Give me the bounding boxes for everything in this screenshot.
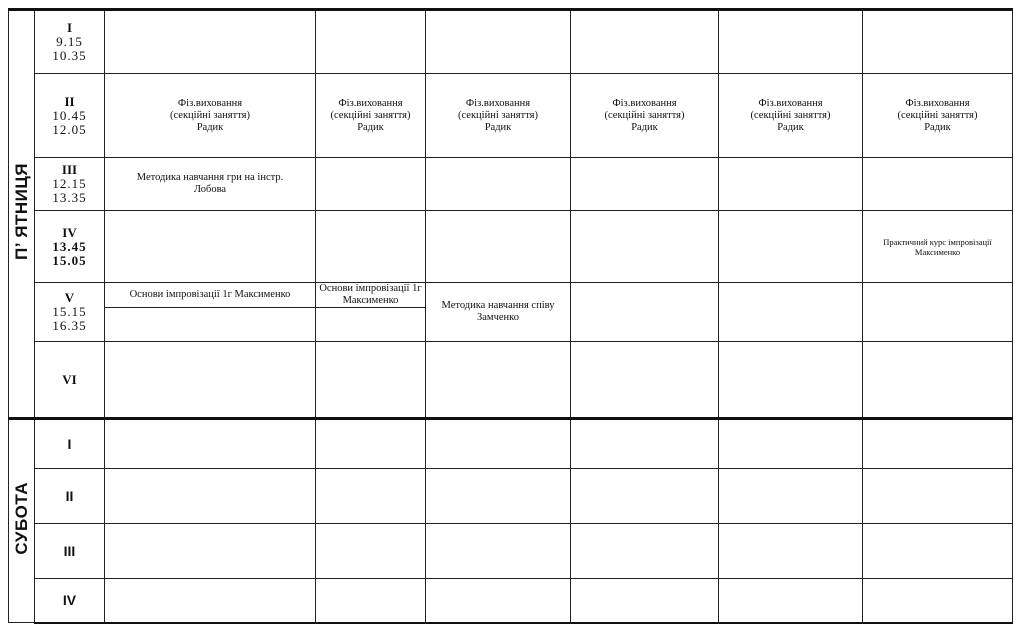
schedule-cell (105, 469, 316, 524)
schedule-cell (426, 211, 571, 283)
schedule-cell (571, 211, 719, 283)
schedule-table (8, 8, 1013, 624)
slot-label: II (35, 469, 105, 524)
schedule-cell (426, 579, 571, 623)
schedule-cell (426, 10, 571, 74)
schedule-cell (863, 10, 1013, 74)
schedule-cell (105, 579, 316, 623)
schedule-cell (863, 283, 1013, 342)
schedule-cell (719, 524, 863, 579)
schedule-cell (571, 524, 719, 579)
friday-row-2 (9, 74, 1013, 158)
schedule-cell: Практичний курс імпровізації Максименко (863, 211, 1013, 283)
schedule-cell (571, 579, 719, 623)
slot-label: III (35, 524, 105, 579)
schedule-cell (571, 10, 719, 74)
slot-label: II 10.45 12.05 (35, 74, 105, 158)
schedule-cell (105, 419, 316, 469)
friday-row-6 (9, 342, 1013, 419)
schedule-cell (863, 524, 1013, 579)
schedule-cell (719, 158, 863, 211)
saturday-row-1 (9, 419, 1013, 469)
friday-row-3 (9, 158, 1013, 211)
schedule-cell (719, 469, 863, 524)
schedule-cell (863, 419, 1013, 469)
schedule-cell (426, 419, 571, 469)
schedule-cell (426, 342, 571, 419)
schedule-cell: Фіз.виховання (секційні заняття) Радик (105, 74, 316, 158)
schedule-cell (719, 10, 863, 74)
schedule-cell (105, 342, 316, 419)
schedule-cell (571, 342, 719, 419)
schedule-cell (316, 419, 426, 469)
schedule-cell (426, 524, 571, 579)
schedule-cell-split: Основи імпровізації 1г Максименко (316, 283, 426, 342)
schedule-cell (105, 211, 316, 283)
schedule-cell (316, 524, 426, 579)
day-label-friday: П’ ЯТНИЦЯ (9, 10, 35, 419)
schedule-cell (719, 211, 863, 283)
schedule-cell (863, 158, 1013, 211)
schedule-cell-split: Основи імпровізації 1г Максименко (105, 283, 316, 342)
friday-row-4 (9, 211, 1013, 283)
slot-label: III 12.15 13.35 (35, 158, 105, 211)
schedule-cell (571, 158, 719, 211)
schedule-cell (719, 283, 863, 342)
schedule-sheet (8, 8, 1012, 624)
schedule-cell: Фіз.виховання (секційні заняття) Радик (863, 74, 1013, 158)
saturday-row-4 (9, 579, 1013, 623)
schedule-cell (426, 158, 571, 211)
friday-row-5 (9, 283, 1013, 342)
schedule-cell (426, 469, 571, 524)
schedule-cell (316, 469, 426, 524)
schedule-cell (863, 579, 1013, 623)
schedule-cell: Методика навчання гри на інстр. Лобова (105, 158, 316, 211)
schedule-cell (571, 419, 719, 469)
schedule-cell (719, 419, 863, 469)
slot-label: I (35, 419, 105, 469)
schedule-cell (316, 342, 426, 419)
day-label-saturday: СУБОТА (9, 419, 35, 623)
schedule-cell (316, 211, 426, 283)
schedule-cell (571, 283, 719, 342)
slot-label: I 9.15 10.35 (35, 10, 105, 74)
schedule-cell (719, 342, 863, 419)
slot-label: IV (35, 579, 105, 623)
schedule-cell (105, 10, 316, 74)
schedule-cell (316, 10, 426, 74)
schedule-cell (316, 158, 426, 211)
schedule-cell (316, 579, 426, 623)
slot-label: V 15.15 16.35 (35, 283, 105, 342)
slot-label: IV 13.45 15.05 (35, 211, 105, 283)
friday-row-1 (9, 10, 1013, 74)
schedule-cell (863, 469, 1013, 524)
slot-label: VI (35, 342, 105, 419)
schedule-cell: Фіз.виховання (секційні заняття) Радик (719, 74, 863, 158)
schedule-cell: Фіз.виховання (секційні заняття) Радик (571, 74, 719, 158)
schedule-cell (719, 579, 863, 623)
schedule-cell: Фіз.виховання (секційні заняття) Радик (426, 74, 571, 158)
saturday-row-3 (9, 524, 1013, 579)
schedule-cell (863, 342, 1013, 419)
saturday-row-2 (9, 469, 1013, 524)
schedule-cell: Методика навчання співу Замченко (426, 283, 571, 342)
schedule-cell: Фіз.виховання (секційні заняття) Радик (316, 74, 426, 158)
schedule-cell (571, 469, 719, 524)
schedule-cell (105, 524, 316, 579)
